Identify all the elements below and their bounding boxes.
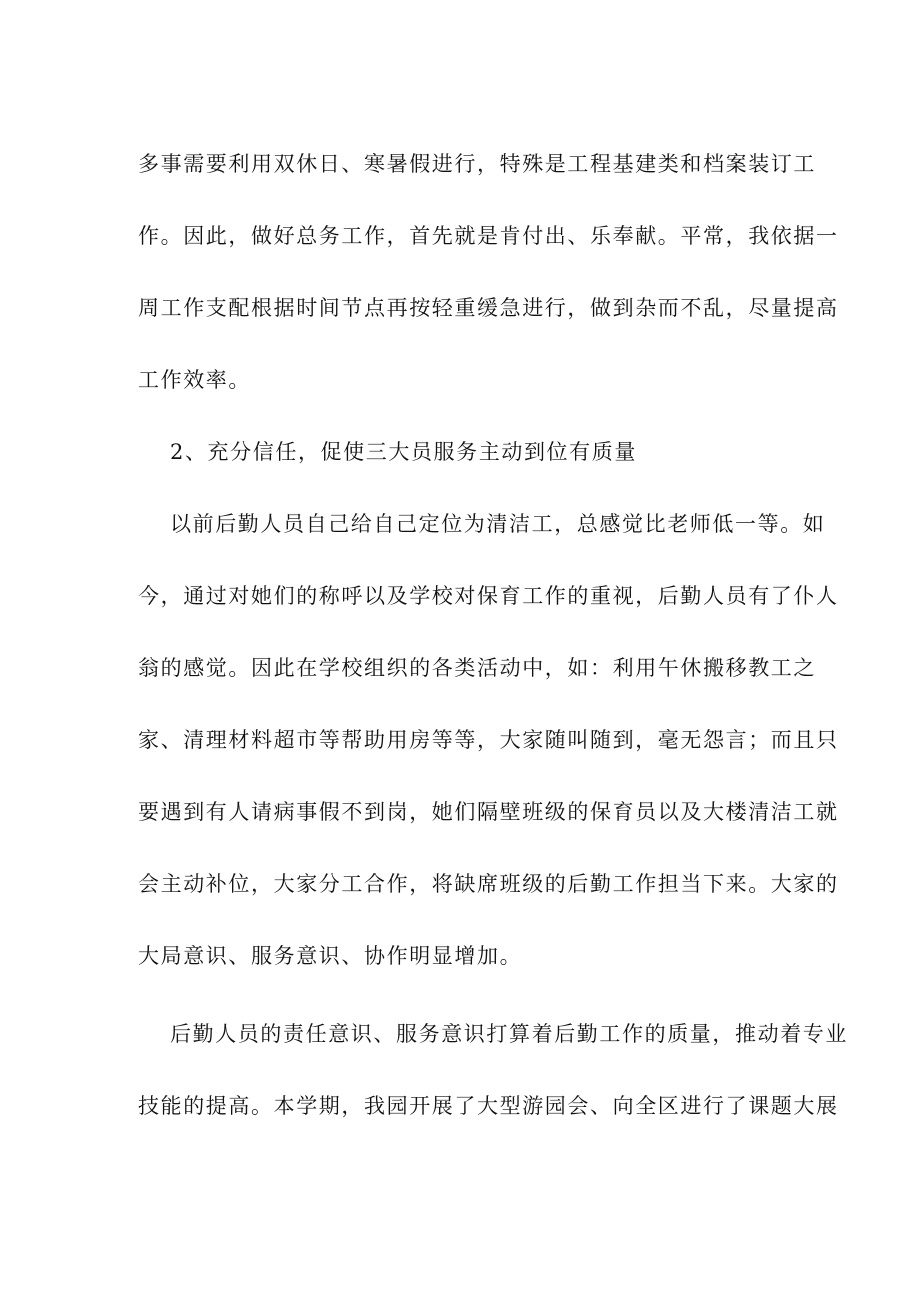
paragraph-line: 周工作支配根据时间节点再按轻重缓急进行，做到杂而不乱，尽量提高 [138,296,839,320]
paragraph-line: 作。因此，做好总务工作，首先就是肯付出、乐奉献。平常，我依据一 [138,224,839,248]
section-heading: 2、充分信任，促使三大员服务主动到位有质量 [170,440,637,464]
paragraph-line: 工作效率。 [138,368,251,392]
paragraph-line: 会主动补位，大家分工合作，将缺席班级的后勤工作担当下来。大家的 [138,872,839,896]
paragraph-line: 技能的提高。本学期，我园开展了大型游园会、向全区进行了课题大展 [138,1094,839,1118]
paragraph-line: 多事需要利用双休日、寒暑假进行，特殊是工程基建类和档案装订工 [138,152,816,176]
paragraph-line: 今，通过对她们的称呼以及学校对保育工作的重视，后勤人员有了仆人 [138,584,839,608]
paragraph-line: 大局意识、服务意识、协作明显增加。 [138,944,523,968]
paragraph-line: 后勤人员的责任意识、服务意识打算着后勤工作的质量，推动着专业 [170,1022,848,1046]
paragraph-line: 以前后勤人员自己给自己定位为清洁工，总感觉比老师低一等。如 [170,512,826,536]
paragraph-line: 家、清理材料超市等帮助用房等等，大家随叫随到，毫无怨言；而且只 [138,728,839,752]
paragraph-line: 要遇到有人请病事假不到岗，她们隔壁班级的保育员以及大楼清洁工就 [138,800,839,824]
paragraph-line: 翁的感觉。因此在学校组织的各类活动中，如：利用午休搬移教工之 [138,656,816,680]
